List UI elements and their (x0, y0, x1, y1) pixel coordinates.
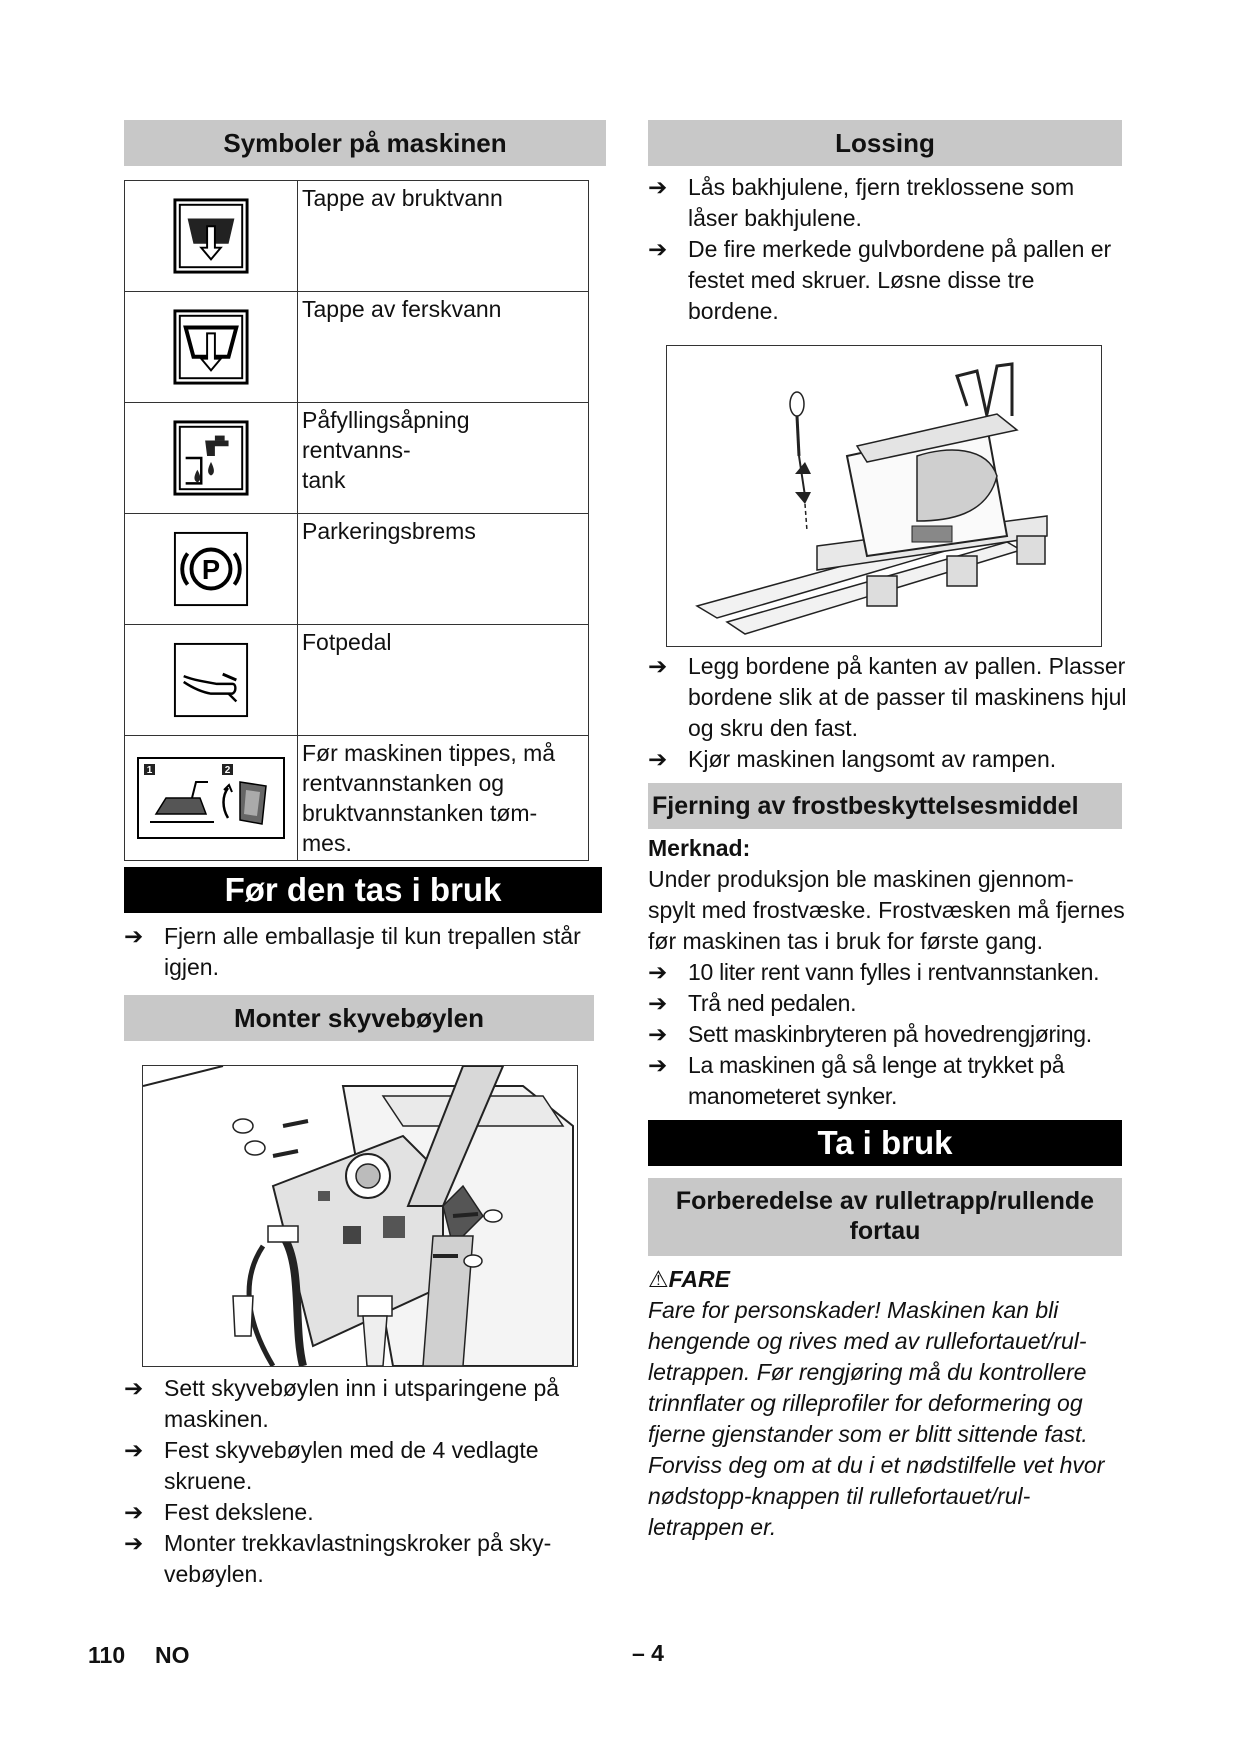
list-item (124, 1528, 614, 1590)
arrow-icon: ➔ (124, 1530, 144, 1556)
left-column (124, 120, 606, 1590)
list-item-text: Sett skyvebøylen inn i utsparingene på maskinen. (164, 1375, 560, 1432)
symbol-icon-cell (125, 514, 298, 625)
symbol-label: Tappe av bruktvann (298, 181, 589, 292)
before-use-heading: Før den tas i bruk (124, 867, 602, 913)
mount-list (124, 1373, 614, 1590)
list-item (648, 988, 1148, 1019)
list-item (124, 1373, 614, 1435)
arrow-icon: ➔ (648, 746, 668, 772)
list-item-text: Lås bakhjulene, fjern treklossene som låser bakhjulene. (688, 174, 1075, 231)
list-item-text: Legg bordene på kanten av pallen. Plasser bordene slik at de passer til maskinens hjul og skru den fast. (688, 653, 1127, 741)
list-item (648, 1019, 1148, 1050)
machine-handle-illustration (143, 1066, 577, 1366)
symbol-row (125, 625, 589, 736)
arrow-icon: ➔ (648, 653, 668, 679)
note-text: Under produksjon ble maskinen gjennom- spylt med frostvæske. Frostvæsken må fjernes før maskinen tas i bruk for første gang. (648, 866, 1125, 954)
svg-text:1: 1 (146, 765, 153, 776)
list-item (648, 651, 1130, 744)
unloading-list-b (648, 651, 1130, 775)
list-item (124, 1497, 614, 1528)
right-column (648, 120, 1130, 1543)
arrow-icon: ➔ (124, 923, 144, 949)
arrow-icon: ➔ (648, 990, 667, 1016)
start-heading: Ta i bruk (648, 1120, 1122, 1166)
antifreeze-list (648, 957, 1148, 1112)
page-number: 110 (88, 1642, 126, 1668)
mount-handle-figure (142, 1065, 578, 1367)
list-item-text: 10 liter rent vann fylles i rentvannstanken. (688, 959, 1100, 985)
before-use-list (124, 921, 606, 983)
symbol-icon-cell (125, 625, 298, 736)
drain-freshwater-icon (172, 308, 250, 386)
danger-text: Fare for personskader! Maskinen kan bli hengende og rives med av rullefortauet/rul- letrappen. Før rengjøring må du kontrollere trinnflater og rilleprofiler for deformering og fjerne gjenstander som er blitt sittende fast. Forviss deg om at du i et nødstilfelle vet hvor nødstopp-knappen til rullefortauet/rul- letrappen er. (648, 1297, 1105, 1540)
arrow-icon: ➔ (124, 1499, 144, 1525)
symbol-row (125, 292, 589, 403)
list-item (124, 1435, 614, 1497)
svg-text:P: P (201, 553, 221, 585)
arrow-icon: ➔ (124, 1437, 144, 1463)
list-item-text: Monter trekkavlastningskroker på sky- vebøylen. (164, 1530, 552, 1587)
symbol-label: Fotpedal (298, 625, 589, 736)
symbols-table (124, 180, 589, 861)
foot-pedal-icon (172, 641, 250, 719)
escalator-heading: Forberedelse av rulletrapp/rullende fortau (648, 1178, 1122, 1256)
list-item (648, 1050, 1158, 1112)
list-item-text: Sett maskinbryteren på hovedrengjøring. (688, 1021, 1092, 1047)
list-item-text: De fire merkede gulvbordene på pallen er festet med skruer. Løsne disse tre bordene. (688, 236, 1112, 324)
section-page-number: – 4 (632, 1640, 664, 1666)
arrow-icon: ➔ (648, 959, 667, 985)
symbol-row (125, 403, 589, 514)
list-item-text: Fjern alle emballasje til kun trepallen står igjen. (164, 923, 581, 980)
symbol-icon-cell (125, 181, 298, 292)
svg-text:2: 2 (224, 765, 231, 776)
list-item-text: Fest skyvebøylen med de 4 vedlagte skruene. (164, 1437, 539, 1494)
symbol-icon-cell (125, 403, 298, 514)
list-item-text: La maskinen gå så lenge at trykket på manometeret synker. (688, 1052, 1065, 1109)
symbol-row (125, 736, 589, 861)
symbol-icon-cell (125, 292, 298, 403)
symbol-label: Parkeringsbrems (298, 514, 589, 625)
symbol-label: Påfyllingsåpning rentvanns- tank (298, 403, 589, 514)
list-item (648, 744, 1130, 775)
list-item (648, 957, 1148, 988)
symbol-label: Før maskinen tippes, må rentvannstanken og bruktvannstanken tøm- mes. (298, 736, 589, 861)
list-item-text: Kjør maskinen langsomt av rampen. (688, 746, 1057, 772)
drain-wastewater-icon (172, 197, 250, 275)
arrow-icon: ➔ (648, 174, 668, 200)
symbol-row (125, 514, 589, 625)
list-item (124, 921, 606, 983)
danger-label: FARE (668, 1266, 730, 1292)
danger-title (648, 1264, 1130, 1295)
list-item (648, 172, 1130, 234)
symbol-label: Tappe av ferskvann (298, 292, 589, 403)
parking-brake-icon (172, 530, 250, 608)
list-item-text: Trå ned pedalen. (688, 990, 857, 1016)
unloading-figure (666, 345, 1102, 647)
list-item-text: Fest dekslene. (164, 1499, 314, 1525)
list-item (648, 234, 1130, 327)
unloading-heading: Lossing (648, 120, 1122, 166)
language-code: NO (155, 1642, 190, 1668)
unloading-list-a (648, 172, 1130, 327)
fill-opening-icon (172, 419, 250, 497)
note-title: Merknad: (648, 835, 751, 861)
antifreeze-heading: Fjerning av frostbeskyttelsesmiddel (648, 783, 1122, 829)
arrow-icon: ➔ (648, 1052, 667, 1078)
symbol-row (125, 181, 589, 292)
tilt-warning-icon (136, 756, 286, 840)
symbols-heading: Symboler på maskinen (124, 120, 606, 166)
warning-icon: ⚠ (648, 1266, 669, 1292)
symbol-icon-cell (125, 736, 298, 861)
pallet-ramp-illustration (667, 346, 1101, 646)
mount-heading: Monter skyvebøylen (124, 995, 594, 1041)
arrow-icon: ➔ (648, 1021, 667, 1047)
arrow-icon: ➔ (124, 1375, 144, 1401)
arrow-icon: ➔ (648, 236, 668, 262)
